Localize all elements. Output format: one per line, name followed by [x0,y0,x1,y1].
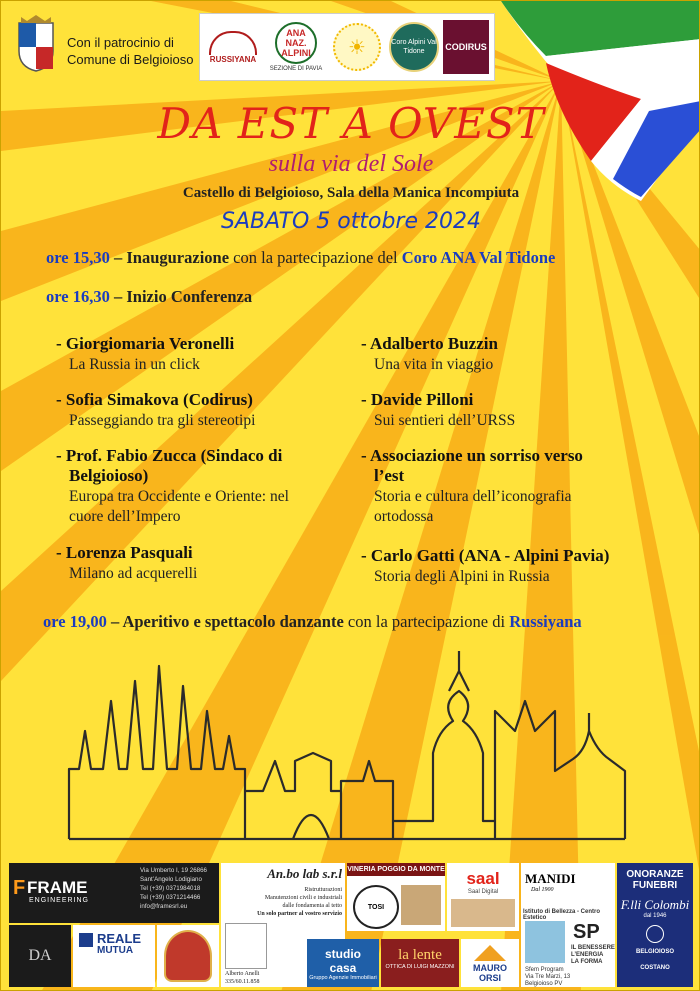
studio-name: studio [325,947,361,961]
frame-tel-1: Tel (+39) 0371984018 [140,885,201,892]
program-time: ore 19,00 [43,612,107,631]
speaker-talk: Sui sentieri dell’URSS [374,412,516,429]
speaker-talk: Una vita in viaggio [374,356,494,373]
saal-ad [447,863,519,931]
istituto-slogan-2: L’ENERGIA [571,952,604,958]
ana-logo-circle [275,22,317,64]
comune-crest-icon [13,13,59,73]
vineria-photo [401,885,441,925]
anbo-name: An.bo lab s.r.l [267,866,342,881]
speaker-talk: Storia e cultura dell’iconografia [374,488,572,505]
emblem-icon [164,930,212,982]
program-item-aperitivo [43,612,582,632]
istituto-slogan-3: LA FORMA [571,959,603,965]
manidi-ad [521,863,615,907]
saal-sub: Saal Digital [467,889,499,895]
event-title: DA EST A OVEST [157,99,545,148]
frame-email: info@framesrl.eu [140,903,188,910]
onoranze-line-1: ONORANZE [626,869,684,880]
frame-tel-2: Tel (+39) 0371214466 [140,894,201,901]
patronage-text [67,34,197,68]
istituto-program: Sfem Program [525,967,564,973]
frame-sub: ENGINEERING [29,897,90,904]
istituto-bellezza-ad [521,907,615,987]
event-date: SABATO 5 ottobre 2024 [221,209,481,234]
frame-city: Sant’Angelo Lodigiano [140,876,202,883]
val-tidone-logo [388,18,440,76]
frame-address: Via Umberto I, 19 26866 [140,867,207,874]
patronage-line-1: Con il patrocinio di [67,35,174,50]
speaker-name-cont: l’est [374,466,405,485]
speaker-name: - Prof. Fabio Zucca (Sindaco di [56,446,283,465]
speaker-entry [56,543,346,584]
istituto-city: Belgioioso PV [525,981,563,987]
anbo-contact: Alberto Anelli [225,971,260,977]
skyline-outline-illustration [63,641,643,846]
anbo-phone: 335/60.11.858 [225,979,260,985]
speaker-entry [56,390,346,431]
anbo-line-2: Manutenzioni civili e industriali [264,895,342,901]
anbo-line-3: dalle fondamenta al tetto [282,903,342,909]
ana-section-label: SEZIONE DI PAVIA [269,66,323,72]
saal-name: saal [466,869,500,888]
program-item-conferenza [46,287,252,307]
ana-logo-line-2: NAZ. ALPINI [281,38,311,58]
speaker-name: - Lorenza Pasquali [56,543,193,562]
speaker-talk: Passeggiando tra gli stereotipi [69,412,256,429]
onoranze-line-2: FUNEBRI [632,880,678,891]
anbo-emblem-icon [225,923,267,969]
reale-mutua-ad [73,925,155,987]
frame-engineering-ad [9,863,134,923]
anbo-line-4: Un solo partner al vostro servizio [257,911,342,917]
istituto-name: Istituto di Bellezza - Centro Estetico [523,909,601,921]
reale-name: REALE [97,931,142,946]
manidi-name: MANIDI [525,871,576,886]
speaker-name: - Davide Pilloni [361,390,474,409]
mauro-orsi-ad [461,939,519,987]
sponsor-footer [9,859,693,987]
mauro-name: MAURO ORSI [473,963,507,983]
speaker-entry [361,390,661,431]
codirus-logo [442,18,490,76]
frame-contact-block [134,863,219,923]
event-subtitle: sulla via del Sole [268,151,434,177]
reale-sub: MUTUA [97,945,134,956]
program-title: Inaugurazione [126,248,230,267]
la-lente-ad [381,939,459,987]
istituto-photo [525,921,565,963]
speaker-entry [361,546,681,587]
vineria-name: VINERIA POGGIO DA MONTE [347,863,445,876]
speaker-entry [56,334,346,375]
speaker-talk-cont: ortodossa [374,508,434,525]
studio-casa-ad [307,939,379,987]
frame-name: FRAME [27,878,88,897]
vineria-ad [347,863,445,931]
speaker-entry [56,446,346,527]
program-guest: Russiyana [509,612,582,631]
mauro-orsi-logo-icon [474,945,506,961]
onoranze-name: F.lli Colombi [620,897,690,912]
program-item-inaugurazione [46,248,555,268]
onoranze-emblem-icon [646,925,664,943]
emblem-ad [157,925,219,987]
patronage-line-2: Comune di Belgioioso [67,52,194,67]
russiyana-logo-text: RUSSIYANA [209,54,257,64]
program-text: con la partecipazione del [229,248,402,267]
lalente-name: la lente [398,947,442,963]
speaker-name: - Associazione un sorriso verso [361,446,583,465]
saal-photo [451,899,515,927]
speaker-entry [361,446,661,527]
program-dash: – [109,248,127,267]
program-guest: Coro ANA Val Tidone [401,248,556,267]
speaker-name-cont: Belgioioso) [69,466,149,485]
val-tidone-logo-text: Coro Alpini Val Tidone [389,22,439,72]
ana-logo [266,18,326,76]
reale-mutua-logo-icon [79,933,93,947]
speaker-name: - Sofia Simakova (Codirus) [56,390,253,409]
onoranze-since: dal 1946 [643,913,667,919]
speaker-talk-cont: cuore dell’Impero [69,508,181,525]
program-time: ore 16,30 [46,287,110,306]
sun-logo [330,18,384,76]
onoranze-funebri-ad [617,863,693,987]
program-text: con la partecipazione di [343,612,510,631]
russiyana-logo [204,18,262,76]
vineria-sub: TOSI [353,885,399,929]
program-title: Inizio Conferenza [126,287,253,306]
ana-logo-line-1: ANA [286,28,306,38]
onoranze-city-2: COSTANO [640,965,670,971]
manidi-sub: Dal 1900 [531,887,554,893]
speaker-name: - Adalberto Buzzin [361,334,498,353]
da-ad: DA [9,925,71,987]
codirus-logo-text: CODIRUS [443,20,489,74]
studio-tag: Gruppo Agenzie Immobiliari [309,975,377,981]
sun-icon: ☀ [333,23,381,71]
istituto-slogan-1: IL BENESSERE [571,945,615,951]
lalente-sub: OTTICA DI LUIGI MAZZONI [385,964,455,970]
event-venue: Castello di Belgioioso, Sala della Manica Incompiuta [182,185,520,201]
speaker-talk: Europa tra Occidente e Oriente: nel [69,488,289,505]
studio-sub: casa [329,961,357,975]
frame-logo-mark: F [13,877,26,899]
anbo-line-1: Ristrutturazioni [304,887,342,893]
speaker-name: - Giorgiomaria Veronelli [56,334,235,353]
program-dash: – [106,612,123,631]
program-time: ore 15,30 [46,248,110,267]
header-logo-strip [199,13,495,81]
program-title: Aperitivo e spettacolo danzante [122,612,344,631]
istituto-logo: SP [573,921,600,943]
speaker-talk: Storia degli Alpini in Russia [374,568,550,585]
speaker-name: - Carlo Gatti (ANA - Alpini Pavia) [361,546,610,565]
istituto-address: Via Tre Marzi, 13 [525,974,571,980]
program-dash: – [109,287,127,306]
speaker-entry [361,334,661,375]
onoranze-city-1: BELGIOIOSO [635,949,674,955]
speaker-talk: La Russia in un click [69,356,200,373]
speaker-talk: Milano ad acquerelli [69,565,198,582]
